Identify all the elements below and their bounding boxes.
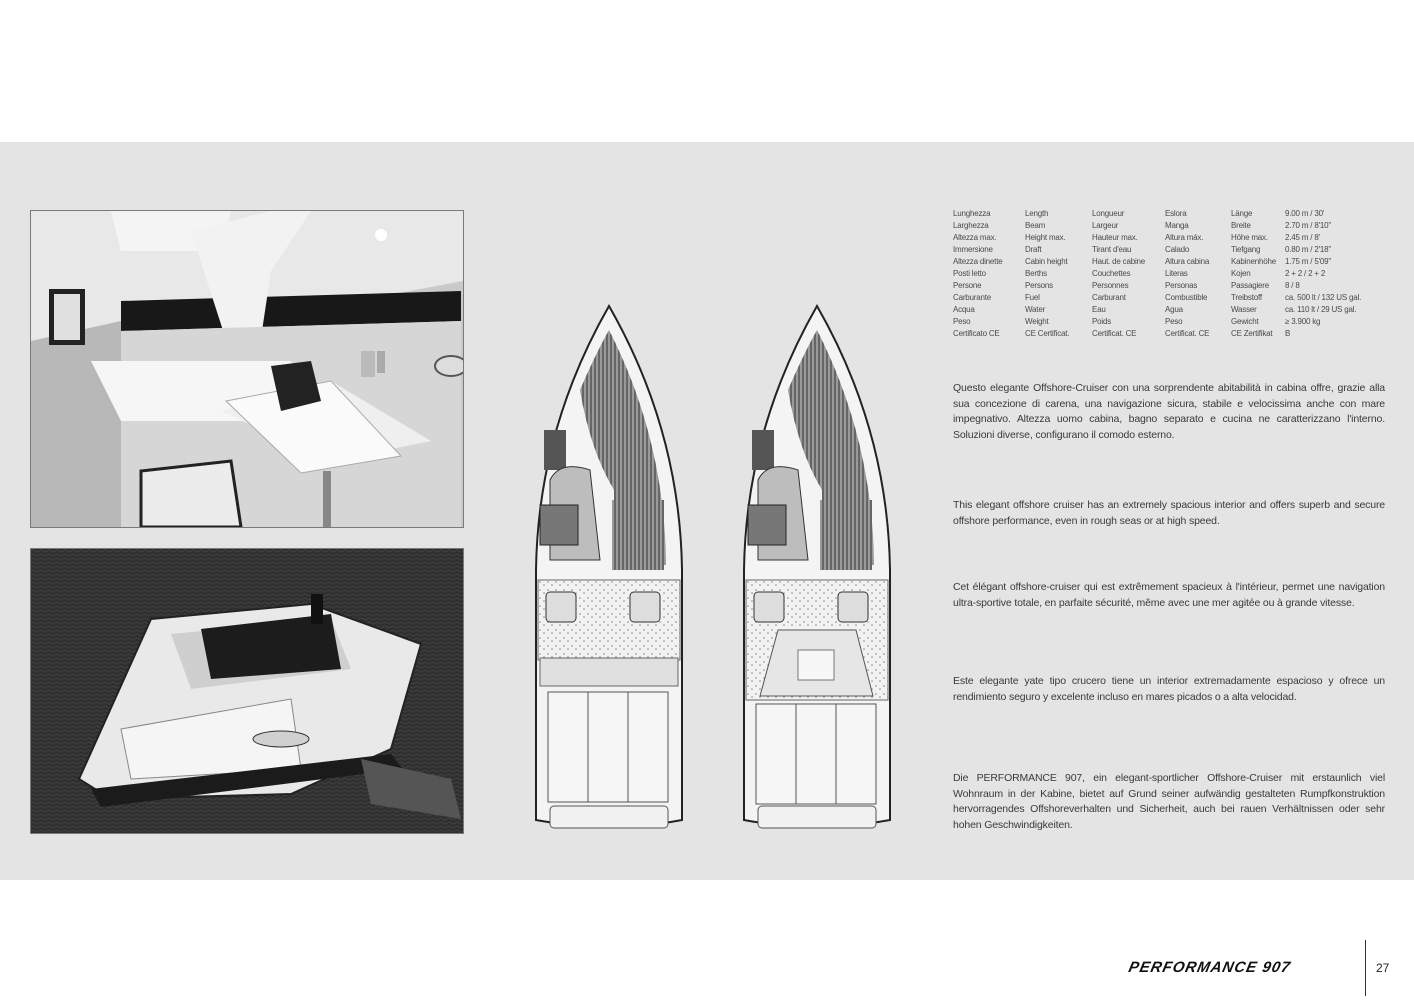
spec-label: Berths — [1025, 269, 1047, 278]
description-spanish: Este elegante yate tipo crucero tiene un interior extremadamente espacioso y ofrece un rendimiento seguro y excelente incluso en mares picados o a alta velocidad. — [953, 675, 1385, 703]
spec-value: ≥ 3.900 kg — [1285, 317, 1321, 326]
spec-row — [953, 256, 1393, 268]
spec-label: Manga — [1165, 221, 1189, 230]
spec-row — [953, 208, 1393, 220]
spec-label: Water — [1025, 305, 1046, 314]
spec-label: Länge — [1231, 209, 1253, 218]
spec-label: Weight — [1025, 317, 1049, 326]
spec-label: Altezza max. — [953, 233, 997, 242]
spec-label: CE Certificat. — [1025, 329, 1070, 338]
spec-label: Literas — [1165, 269, 1188, 278]
description-english: This elegant offshore cruiser has an extremely spacious interior and offers superb and secure offshore performance, even in rough seas or at high speed. — [953, 499, 1385, 527]
spec-row — [953, 328, 1393, 340]
spec-value: 2.45 m / 8' — [1285, 233, 1320, 242]
specifications-table — [953, 208, 1393, 340]
spec-label: Calado — [1165, 245, 1190, 254]
spec-value: 9.00 m / 30' — [1285, 209, 1325, 218]
spec-value: 2 + 2 / 2 + 2 — [1285, 269, 1326, 278]
spec-label: Passagiere — [1231, 281, 1270, 290]
spec-row — [953, 304, 1393, 316]
spec-label: Fuel — [1025, 293, 1040, 302]
spec-label: Persons — [1025, 281, 1053, 290]
spec-row — [953, 232, 1393, 244]
spec-value: 2.70 m / 8'10" — [1285, 221, 1332, 230]
spec-value: 8 / 8 — [1285, 281, 1300, 290]
deck-plan-layout-2 — [738, 300, 896, 834]
spec-row — [953, 220, 1393, 232]
spec-label: Personnes — [1092, 281, 1129, 290]
spec-label: Agua — [1165, 305, 1183, 314]
spec-label: Persone — [953, 281, 982, 290]
spec-value: ca. 110 lt / 29 US gal. — [1285, 305, 1357, 314]
spec-label: Eau — [1092, 305, 1106, 314]
spec-label: Longueur — [1092, 209, 1125, 218]
description-german: Die PERFORMANCE 907, ein elegant-sportlicher Offshore-Cruiser mit erstaunlich viel Wohnraum in der Kabine, bietet auf Grund seiner aufwändig gestalteten Rumpfkonstruktion hervorragendes Offshoreverhalten und Sicherheit, auch bei rauen Verhältnissen oder sehr hohen Geschwindigkeiten. — [953, 772, 1385, 831]
spec-label: Altura máx. — [1165, 233, 1204, 242]
spec-label: Draft — [1025, 245, 1042, 254]
spec-label: Carburant — [1092, 293, 1126, 302]
spec-label: Kabinenhöhe — [1231, 257, 1276, 266]
footer-divider — [1365, 940, 1366, 996]
spec-label: Eslora — [1165, 209, 1187, 218]
spec-label: Höhe max. — [1231, 233, 1268, 242]
spec-label: Largeur — [1092, 221, 1119, 230]
spec-label: Tiefgang — [1231, 245, 1261, 254]
spec-value: B — [1285, 329, 1291, 338]
spec-label: Poids — [1092, 317, 1112, 326]
spec-label: CE Zertifikat — [1231, 329, 1273, 338]
spec-label: Certificat. CE — [1165, 329, 1210, 338]
page-number: 27 — [1376, 961, 1390, 975]
spec-label: Peso — [953, 317, 971, 326]
spec-label: Immersione — [953, 245, 993, 254]
spec-label: Hauteur max. — [1092, 233, 1138, 242]
spec-label: Gewicht — [1231, 317, 1259, 326]
spec-label: Posti letto — [953, 269, 986, 278]
spec-label: Treibstoff — [1231, 293, 1262, 302]
spec-label: Cabin height — [1025, 257, 1068, 266]
description-italian: Questo elegante Offshore-Cruiser con una sorprendente abitabilità in cabina offre, grazie alla sua concezione di carena, una navigazione sicura, stabile e velocissima anche con mare impegnativo. Altezza uomo cabina, bagno separato e cucina ne caratterizzano l'interno. Soluzioni diverse, configurano il comodo esterno. — [953, 382, 1385, 441]
spec-row — [953, 280, 1393, 292]
description-french: Cet élégant offshore-cruiser qui est extrêmement spacieux à l'intérieur, permet une navigation ultra-sportive totale, en parfaite sécurité, même avec une mer agitée ou à grande vitesse. — [953, 581, 1385, 609]
brand-logo: PERFORMANCE 907 — [1127, 959, 1293, 976]
spec-label: Personas — [1165, 281, 1198, 290]
spec-label: Couchettes — [1092, 269, 1131, 278]
spec-label: Certificat. CE — [1092, 329, 1137, 338]
spec-value: 1.75 m / 5'09" — [1285, 257, 1332, 266]
spec-label: Haut. de cabine — [1092, 257, 1146, 266]
spec-label: Lunghezza — [953, 209, 991, 218]
spec-label: Kojen — [1231, 269, 1251, 278]
spec-label: Altezza dinette — [953, 257, 1003, 266]
spec-label: Larghezza — [953, 221, 989, 230]
boat-exterior-photo — [30, 548, 464, 834]
spec-value: ca. 500 lt / 132 US gal. — [1285, 293, 1362, 302]
spec-label: Wasser — [1231, 305, 1257, 314]
spec-value: 0.80 m / 2'18" — [1285, 245, 1332, 254]
spec-label: Beam — [1025, 221, 1046, 230]
spec-row — [953, 244, 1393, 256]
deck-plan-layout-1 — [530, 300, 688, 834]
spec-label: Altura cabina — [1165, 257, 1210, 266]
spec-label: Carburante — [953, 293, 992, 302]
spec-label: Combustible — [1165, 293, 1208, 302]
spec-label: Certificato CE — [953, 329, 1000, 338]
spec-label: Breite — [1231, 221, 1251, 230]
spec-row — [953, 316, 1393, 328]
spec-label: Tirant d'eau — [1092, 245, 1132, 254]
spec-row — [953, 292, 1393, 304]
spec-label: Height max. — [1025, 233, 1066, 242]
cabin-interior-photo — [30, 210, 464, 528]
spec-label: Length — [1025, 209, 1049, 218]
spec-label: Peso — [1165, 317, 1183, 326]
spec-label: Acqua — [953, 305, 975, 314]
spec-row — [953, 268, 1393, 280]
